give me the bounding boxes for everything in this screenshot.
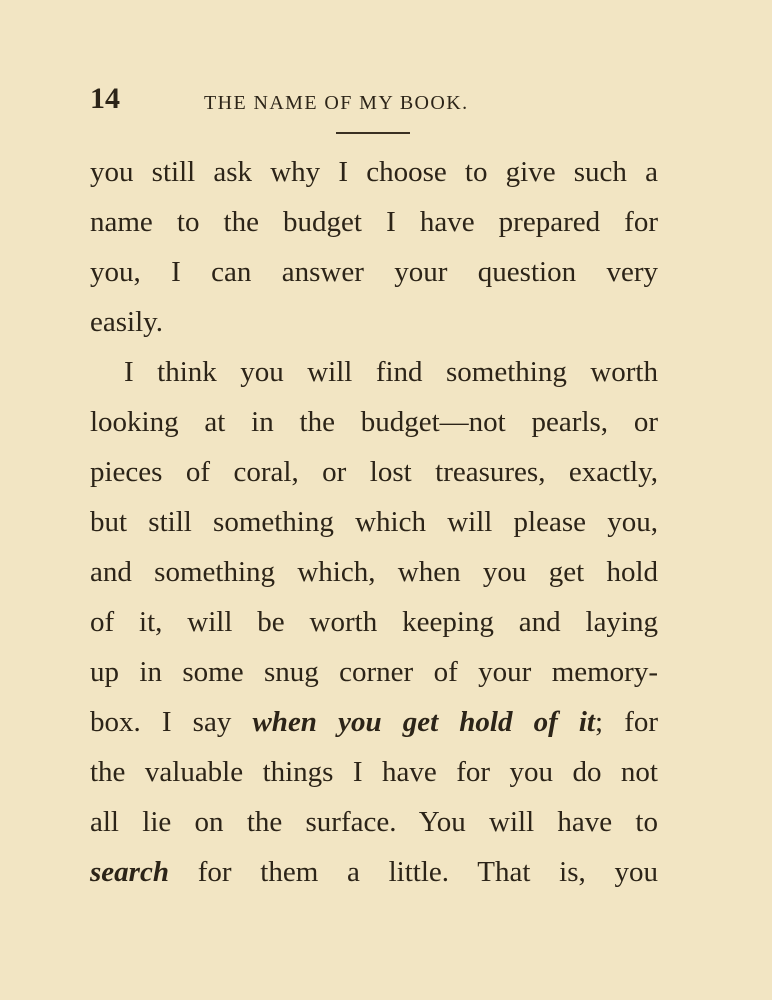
- text-line: you, I can answer your question very: [90, 256, 658, 288]
- running-title: THE NAME OF MY BOOK.: [204, 92, 469, 114]
- text-line: the valuable things I have for you do not: [90, 756, 658, 788]
- emphasized-text: search: [90, 856, 169, 888]
- text-line: pieces of coral, or lost treasures, exactly,: [90, 456, 658, 488]
- text-line: of it, will be worth keeping and laying: [90, 606, 658, 638]
- page-header: [90, 82, 660, 122]
- header-rule: [336, 132, 410, 134]
- text-line: name to the budget I have prepared for: [90, 206, 658, 238]
- text-segment: box. I say: [90, 706, 253, 738]
- text-line: easily.: [90, 306, 164, 338]
- text-line: [90, 697, 658, 747]
- text-line: and something which, when you get hold: [90, 556, 658, 588]
- text-line: all lie on the surface. You will have to: [90, 806, 658, 838]
- text-line: [90, 847, 658, 897]
- emphasized-text: when you get hold of it: [252, 706, 595, 738]
- text-segment: ; for: [595, 706, 659, 738]
- text-line: I think you will find something worth: [124, 356, 658, 388]
- body-text: [90, 147, 658, 897]
- text-line: looking at in the budget—not pearls, or: [90, 406, 658, 438]
- page-number: 14: [90, 82, 120, 115]
- text-segment: for them a little. That is, you: [168, 856, 658, 888]
- text-line: you still ask why I choose to give such a: [90, 156, 658, 188]
- text-line: up in some snug corner of your memory-: [90, 656, 658, 688]
- text-line: but still something which will please you,: [90, 506, 658, 538]
